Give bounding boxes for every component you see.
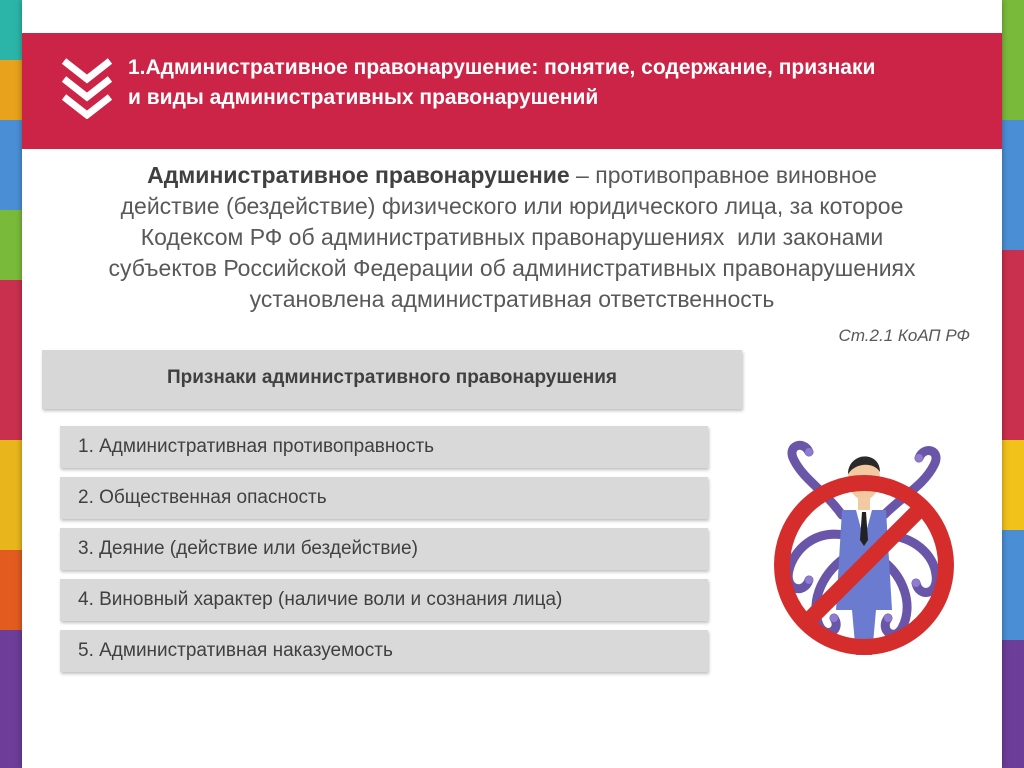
title-banner (22, 33, 1002, 149)
definition-line-5: установлена административная ответственность (249, 286, 775, 312)
chevron-down-icon (60, 55, 114, 119)
definition-line-3: Кодексом РФ об административных правонарушениях или законами (140, 224, 884, 250)
sign-item-3: 3. Деяние (действие или бездействие) (60, 528, 708, 570)
definition-line-1 (62, 160, 962, 191)
sign-item-2: 2. Общественная опасность (60, 477, 708, 519)
source-citation: Ст.2.1 КоАП РФ (838, 326, 970, 345)
title-line-1: 1.Административное правонарушение: понятие, содержание, признаки (128, 56, 876, 79)
definition-line-4: субъектов Российской Федерации об административных правонарушениях (108, 255, 916, 281)
definition-term: Административное правонарушение (147, 162, 570, 188)
left-color-edge (0, 0, 22, 768)
slide-card (22, 0, 1002, 768)
definition-line-2: действие (бездействие) физического или юридического лица, за которое (120, 193, 904, 219)
title-line-2: и виды административных правонарушений (128, 86, 599, 109)
prohibited-octopus-man-illustration (764, 440, 964, 662)
definition-paragraph (62, 160, 962, 315)
right-color-edge (1002, 0, 1024, 768)
signs-heading-box (42, 350, 742, 409)
sign-item-5: 5. Административная наказуемость (60, 630, 708, 672)
signs-heading: Признаки административного правонарушения (166, 367, 618, 388)
sign-item-1: 1. Административная противоправность (60, 426, 708, 468)
signs-list (60, 426, 708, 681)
slide-title (128, 53, 978, 113)
sign-item-4: 4. Виновный характер (наличие воли и сознания лица) (60, 579, 708, 621)
definition-text-1: – противоправное виновное (569, 162, 877, 188)
